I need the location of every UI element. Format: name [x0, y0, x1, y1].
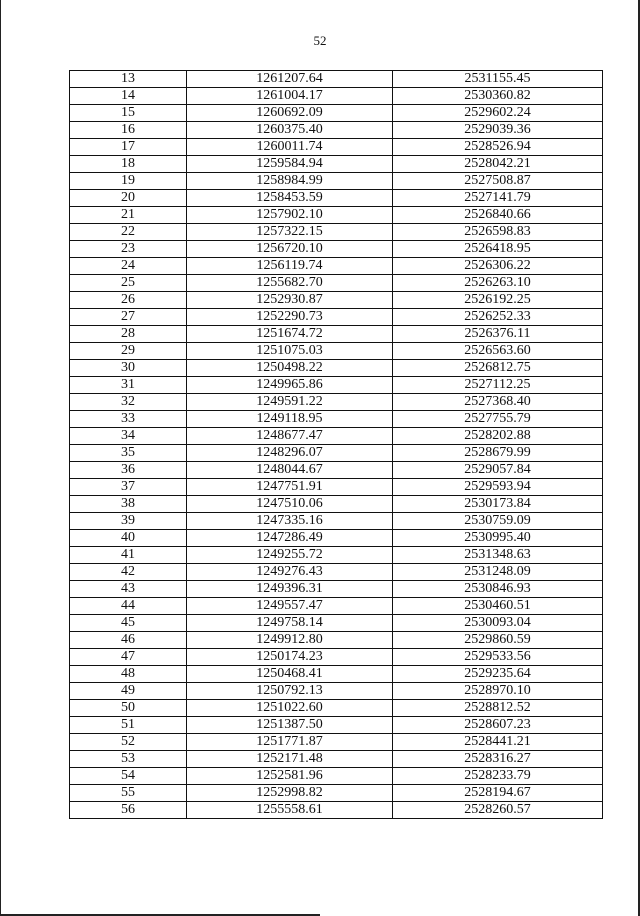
point-number-cell: 42	[70, 564, 187, 581]
table-row	[70, 411, 603, 428]
x-coordinate-cell: 1247751.91	[187, 479, 393, 496]
y-coordinate-cell: 2529057.84	[393, 462, 603, 479]
point-number-cell: 13	[70, 71, 187, 88]
y-coordinate-cell: 2531248.09	[393, 564, 603, 581]
y-coordinate-cell: 2529533.56	[393, 649, 603, 666]
table-row	[70, 190, 603, 207]
table-row	[70, 360, 603, 377]
point-number-cell: 22	[70, 224, 187, 241]
point-number-cell: 26	[70, 292, 187, 309]
x-coordinate-cell: 1257902.10	[187, 207, 393, 224]
table-row	[70, 700, 603, 717]
x-coordinate-cell: 1251771.87	[187, 734, 393, 751]
point-number-cell: 55	[70, 785, 187, 802]
y-coordinate-cell: 2526252.33	[393, 309, 603, 326]
x-coordinate-cell: 1249758.14	[187, 615, 393, 632]
table-row	[70, 615, 603, 632]
table-row	[70, 105, 603, 122]
point-number-cell: 17	[70, 139, 187, 156]
x-coordinate-cell: 1252930.87	[187, 292, 393, 309]
point-number-cell: 30	[70, 360, 187, 377]
table-row	[70, 224, 603, 241]
y-coordinate-cell: 2528812.52	[393, 700, 603, 717]
y-coordinate-cell: 2528202.88	[393, 428, 603, 445]
table-row	[70, 241, 603, 258]
point-number-cell: 37	[70, 479, 187, 496]
table-row	[70, 683, 603, 700]
point-number-cell: 51	[70, 717, 187, 734]
table-row	[70, 394, 603, 411]
table-row	[70, 173, 603, 190]
table-row	[70, 156, 603, 173]
point-number-cell: 50	[70, 700, 187, 717]
x-coordinate-cell: 1260011.74	[187, 139, 393, 156]
x-coordinate-cell: 1247286.49	[187, 530, 393, 547]
y-coordinate-cell: 2526598.83	[393, 224, 603, 241]
y-coordinate-cell: 2528970.10	[393, 683, 603, 700]
table-row	[70, 377, 603, 394]
table-row	[70, 649, 603, 666]
y-coordinate-cell: 2530093.04	[393, 615, 603, 632]
point-number-cell: 35	[70, 445, 187, 462]
x-coordinate-cell: 1250468.41	[187, 666, 393, 683]
y-coordinate-cell: 2528441.21	[393, 734, 603, 751]
y-coordinate-cell: 2527508.87	[393, 173, 603, 190]
table-row	[70, 598, 603, 615]
x-coordinate-cell: 1251075.03	[187, 343, 393, 360]
table-row	[70, 547, 603, 564]
point-number-cell: 47	[70, 649, 187, 666]
x-coordinate-cell: 1251022.60	[187, 700, 393, 717]
y-coordinate-cell: 2530360.82	[393, 88, 603, 105]
table-row	[70, 751, 603, 768]
point-number-cell: 31	[70, 377, 187, 394]
y-coordinate-cell: 2526812.75	[393, 360, 603, 377]
x-coordinate-cell: 1252171.48	[187, 751, 393, 768]
table-row	[70, 632, 603, 649]
table-row	[70, 292, 603, 309]
point-number-cell: 44	[70, 598, 187, 615]
x-coordinate-cell: 1248044.67	[187, 462, 393, 479]
point-number-cell: 19	[70, 173, 187, 190]
page-left-edge	[0, 0, 1, 916]
y-coordinate-cell: 2526306.22	[393, 258, 603, 275]
x-coordinate-cell: 1256720.10	[187, 241, 393, 258]
point-number-cell: 32	[70, 394, 187, 411]
x-coordinate-cell: 1252581.96	[187, 768, 393, 785]
point-number-cell: 29	[70, 343, 187, 360]
x-coordinate-cell: 1249591.22	[187, 394, 393, 411]
y-coordinate-cell: 2531348.63	[393, 547, 603, 564]
y-coordinate-cell: 2528316.27	[393, 751, 603, 768]
table-row	[70, 479, 603, 496]
point-number-cell: 52	[70, 734, 187, 751]
point-number-cell: 21	[70, 207, 187, 224]
y-coordinate-cell: 2526263.10	[393, 275, 603, 292]
table-row	[70, 564, 603, 581]
point-number-cell: 38	[70, 496, 187, 513]
x-coordinate-cell: 1261004.17	[187, 88, 393, 105]
table-row	[70, 462, 603, 479]
x-coordinate-cell: 1258984.99	[187, 173, 393, 190]
x-coordinate-cell: 1247335.16	[187, 513, 393, 530]
y-coordinate-cell: 2528260.57	[393, 802, 603, 819]
point-number-cell: 41	[70, 547, 187, 564]
table-row	[70, 785, 603, 802]
x-coordinate-cell: 1252290.73	[187, 309, 393, 326]
table-row	[70, 513, 603, 530]
x-coordinate-cell: 1249912.80	[187, 632, 393, 649]
y-coordinate-cell: 2526563.60	[393, 343, 603, 360]
table-row	[70, 445, 603, 462]
point-number-cell: 28	[70, 326, 187, 343]
table-row	[70, 139, 603, 156]
table-row	[70, 666, 603, 683]
point-number-cell: 27	[70, 309, 187, 326]
point-number-cell: 40	[70, 530, 187, 547]
table-row	[70, 428, 603, 445]
y-coordinate-cell: 2528607.23	[393, 717, 603, 734]
point-number-cell: 16	[70, 122, 187, 139]
y-coordinate-cell: 2528679.99	[393, 445, 603, 462]
table-row	[70, 530, 603, 547]
x-coordinate-cell: 1249557.47	[187, 598, 393, 615]
coordinates-table-body	[70, 71, 603, 819]
x-coordinate-cell: 1251387.50	[187, 717, 393, 734]
x-coordinate-cell: 1256119.74	[187, 258, 393, 275]
y-coordinate-cell: 2529235.64	[393, 666, 603, 683]
y-coordinate-cell: 2527755.79	[393, 411, 603, 428]
point-number-cell: 54	[70, 768, 187, 785]
y-coordinate-cell: 2528233.79	[393, 768, 603, 785]
x-coordinate-cell: 1249118.95	[187, 411, 393, 428]
point-number-cell: 39	[70, 513, 187, 530]
table-row	[70, 207, 603, 224]
x-coordinate-cell: 1258453.59	[187, 190, 393, 207]
y-coordinate-cell: 2526418.95	[393, 241, 603, 258]
point-number-cell: 36	[70, 462, 187, 479]
x-coordinate-cell: 1250792.13	[187, 683, 393, 700]
y-coordinate-cell: 2526840.66	[393, 207, 603, 224]
point-number-cell: 20	[70, 190, 187, 207]
x-coordinate-cell: 1255682.70	[187, 275, 393, 292]
point-number-cell: 33	[70, 411, 187, 428]
point-number-cell: 18	[70, 156, 187, 173]
point-number-cell: 43	[70, 581, 187, 598]
y-coordinate-cell: 2527368.40	[393, 394, 603, 411]
x-coordinate-cell: 1252998.82	[187, 785, 393, 802]
y-coordinate-cell: 2530173.84	[393, 496, 603, 513]
point-number-cell: 53	[70, 751, 187, 768]
x-coordinate-cell: 1250498.22	[187, 360, 393, 377]
point-number-cell: 48	[70, 666, 187, 683]
table-row	[70, 717, 603, 734]
point-number-cell: 45	[70, 615, 187, 632]
point-number-cell: 46	[70, 632, 187, 649]
coordinates-table	[69, 70, 603, 819]
y-coordinate-cell: 2529602.24	[393, 105, 603, 122]
y-coordinate-cell: 2530460.51	[393, 598, 603, 615]
y-coordinate-cell: 2527141.79	[393, 190, 603, 207]
y-coordinate-cell: 2530759.09	[393, 513, 603, 530]
x-coordinate-cell: 1248296.07	[187, 445, 393, 462]
table-row	[70, 326, 603, 343]
table-row	[70, 343, 603, 360]
y-coordinate-cell: 2530995.40	[393, 530, 603, 547]
x-coordinate-cell: 1251674.72	[187, 326, 393, 343]
table-row	[70, 88, 603, 105]
y-coordinate-cell: 2526376.11	[393, 326, 603, 343]
x-coordinate-cell: 1260692.09	[187, 105, 393, 122]
y-coordinate-cell: 2529039.36	[393, 122, 603, 139]
y-coordinate-cell: 2528194.67	[393, 785, 603, 802]
y-coordinate-cell: 2528042.21	[393, 156, 603, 173]
x-coordinate-cell: 1248677.47	[187, 428, 393, 445]
table-row	[70, 122, 603, 139]
point-number-cell: 25	[70, 275, 187, 292]
table-row	[70, 734, 603, 751]
point-number-cell: 34	[70, 428, 187, 445]
table-row	[70, 496, 603, 513]
x-coordinate-cell: 1255558.61	[187, 802, 393, 819]
y-coordinate-cell: 2530846.93	[393, 581, 603, 598]
y-coordinate-cell: 2528526.94	[393, 139, 603, 156]
table-row	[70, 768, 603, 785]
y-coordinate-cell: 2526192.25	[393, 292, 603, 309]
x-coordinate-cell: 1259584.94	[187, 156, 393, 173]
point-number-cell: 24	[70, 258, 187, 275]
x-coordinate-cell: 1249396.31	[187, 581, 393, 598]
x-coordinate-cell: 1249276.43	[187, 564, 393, 581]
x-coordinate-cell: 1260375.40	[187, 122, 393, 139]
y-coordinate-cell: 2527112.25	[393, 377, 603, 394]
y-coordinate-cell: 2529593.94	[393, 479, 603, 496]
point-number-cell: 14	[70, 88, 187, 105]
table-row	[70, 71, 603, 88]
x-coordinate-cell: 1249965.86	[187, 377, 393, 394]
table-row	[70, 802, 603, 819]
x-coordinate-cell: 1247510.06	[187, 496, 393, 513]
point-number-cell: 15	[70, 105, 187, 122]
y-coordinate-cell: 2529860.59	[393, 632, 603, 649]
x-coordinate-cell: 1261207.64	[187, 71, 393, 88]
table-row	[70, 258, 603, 275]
x-coordinate-cell: 1250174.23	[187, 649, 393, 666]
x-coordinate-cell: 1257322.15	[187, 224, 393, 241]
point-number-cell: 56	[70, 802, 187, 819]
table-row	[70, 581, 603, 598]
page-number: 52	[313, 33, 327, 48]
table-row	[70, 309, 603, 326]
y-coordinate-cell: 2531155.45	[393, 71, 603, 88]
point-number-cell: 23	[70, 241, 187, 258]
table-row	[70, 275, 603, 292]
x-coordinate-cell: 1249255.72	[187, 547, 393, 564]
point-number-cell: 49	[70, 683, 187, 700]
